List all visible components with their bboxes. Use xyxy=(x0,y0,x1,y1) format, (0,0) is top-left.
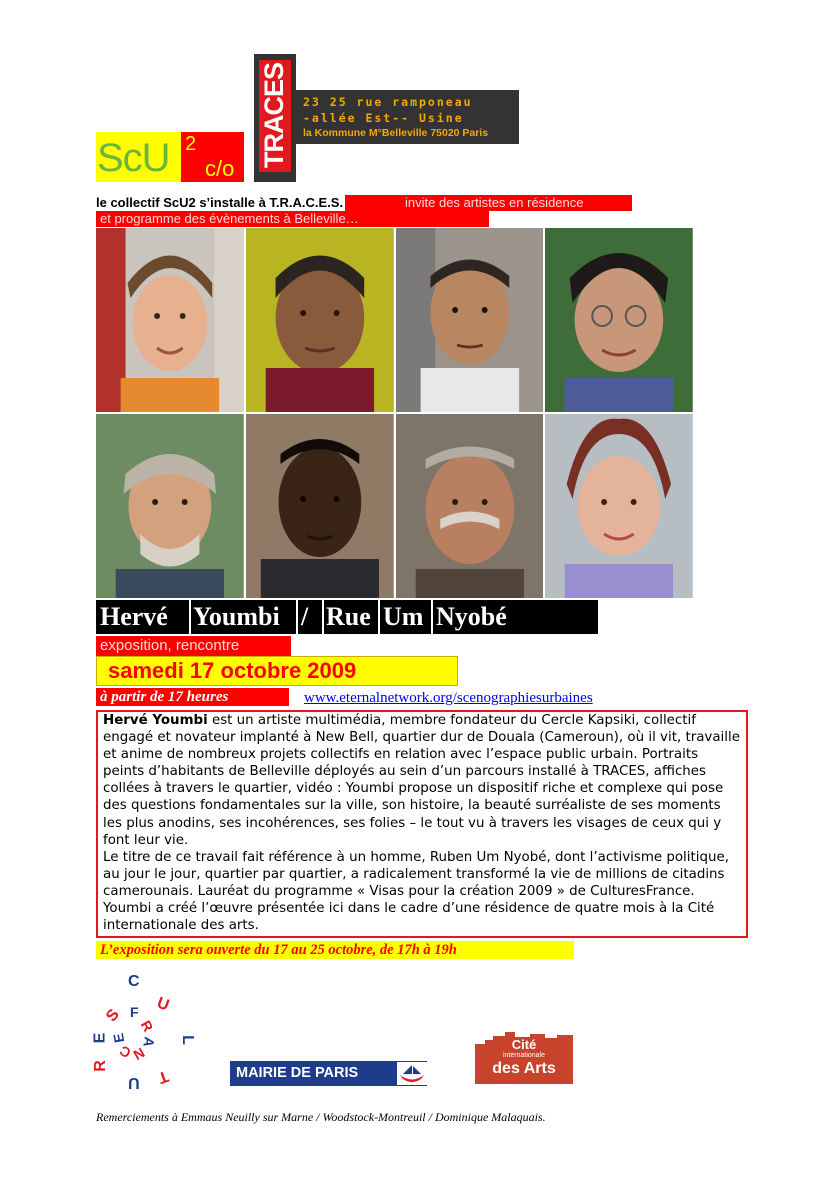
title-separator xyxy=(322,600,324,634)
logo-letter: U xyxy=(154,994,172,1015)
cite-logo-line-2: internationale xyxy=(502,1052,546,1059)
logo-letter: E xyxy=(109,1032,128,1044)
cite-logo-line-3: des Arts xyxy=(492,1060,556,1077)
portrait-photo xyxy=(396,228,544,412)
culturesfrance-logo xyxy=(90,968,200,1091)
logo-letter: E xyxy=(91,1032,109,1044)
portrait-photo xyxy=(246,228,394,412)
intro-bold-text: le collectif ScU2 s’installe à T.R.A.C.E.S. xyxy=(96,195,344,210)
portrait-photo xyxy=(545,414,693,598)
event-date: samedi 17 octobre 2009 xyxy=(108,658,357,683)
portrait-photo xyxy=(96,414,244,598)
traces-logo-text: TRACES xyxy=(259,62,289,168)
acknowledgements: Remerciements à Emmaus Neuilly sur Marne / Woodstock-Montreuil / Dominique Malaquais. xyxy=(96,1110,546,1124)
logo-letter: T xyxy=(155,1066,171,1087)
intro-text-2: et programme des évènements à Belleville… xyxy=(100,211,359,226)
cite-logo-line-1: Cité xyxy=(511,1037,537,1052)
artist-name: Hervé Youmbi xyxy=(103,713,208,728)
title-separator xyxy=(296,600,298,634)
title-word: Um xyxy=(383,602,424,631)
logo-letter: A xyxy=(140,1035,158,1049)
title-word: Youmbi xyxy=(193,602,280,631)
logo-letter: L xyxy=(178,1035,196,1045)
title-separator xyxy=(189,600,191,634)
event-type: exposition, rencontre xyxy=(100,637,240,654)
portrait-grid xyxy=(96,228,693,598)
portrait-photo xyxy=(96,228,244,412)
title-separator xyxy=(431,600,433,634)
title-word: / xyxy=(301,602,309,631)
logo-letter: R xyxy=(91,1060,109,1072)
mairie-de-paris-text: MAIRIE DE PARIS xyxy=(236,1065,359,1081)
address-line-3: la Kommune M°Belleville 75020 Paris xyxy=(303,127,489,139)
logo-letter: F xyxy=(130,1004,139,1020)
title-word: Rue xyxy=(326,602,371,631)
logo-letter: S xyxy=(103,1006,123,1026)
title-word: Nyobé xyxy=(436,602,507,631)
logo-letter: C xyxy=(128,973,140,990)
address-line-2: -allée Est-- Usine xyxy=(303,111,464,125)
portrait-photo xyxy=(545,228,693,412)
co-label: c/o xyxy=(205,156,235,181)
description-text: est un artiste multimédia, membre fondateur du Cercle Kapsiki, collectif engagé et novateur implanté à New Bell, quartier dur de Douala (Cameroun), où il vit, travaille et anime de nombreux projets collectifs en relation avec l’espace public urbain. Portraits peints d’habitants de Belleville déployés au sein d’un parcours installé à TRACES, affiches collées à travers le quartier, vidéo : Youmbi propose un dispositif riche et complexe qui pose des questions fondamentales sur la ville, son histoire, la beauté surréaliste de ses moments les plus anodins, ses incohérences, ses folies – le tout vu à travers les visages de ceux qui y font leur vie. xyxy=(103,713,740,848)
description xyxy=(103,712,743,934)
logo-letter: R xyxy=(137,1017,157,1035)
description-paragraph xyxy=(103,712,743,849)
intro-text: invite des artistes en résidence xyxy=(405,195,584,210)
title-word: Hervé xyxy=(100,602,168,631)
address-line-1: 23 25 rue ramponeau xyxy=(303,95,473,109)
logo-letter: N xyxy=(130,1044,148,1064)
scu2-logo-text: ScU xyxy=(97,136,170,180)
paris-ship-icon xyxy=(397,1062,427,1085)
logo-letter: C xyxy=(116,1042,134,1062)
opening-hours: L’exposition sera ouverte du 17 au 25 octobre, de 17h à 19h xyxy=(100,942,457,958)
portrait-photo xyxy=(246,414,394,598)
title-separator xyxy=(378,600,380,634)
portrait-photo xyxy=(396,414,544,598)
event-time: à partir de 17 heures xyxy=(100,689,229,705)
description-paragraph: Le titre de ce travail fait référence à un homme, Ruben Um Nyobé, dont l’activisme politique, au jour le jour, quartier par quartier, a radicalement transformé la vie de millions de citadins camerounais. Lauréat du programme « Visas pour la création 2009 » de CulturesFrance. Youmbi a créé l’œuvre présentée ici dans le cadre d’une résidence de quatre mois à la Cité internationale des arts. xyxy=(103,849,729,934)
website-link[interactable]: www.eternalnetwork.org/scenographiesurbaines xyxy=(304,690,593,706)
scu2-logo-superscript: 2 xyxy=(185,133,197,155)
logo-letter: U xyxy=(128,1074,140,1091)
